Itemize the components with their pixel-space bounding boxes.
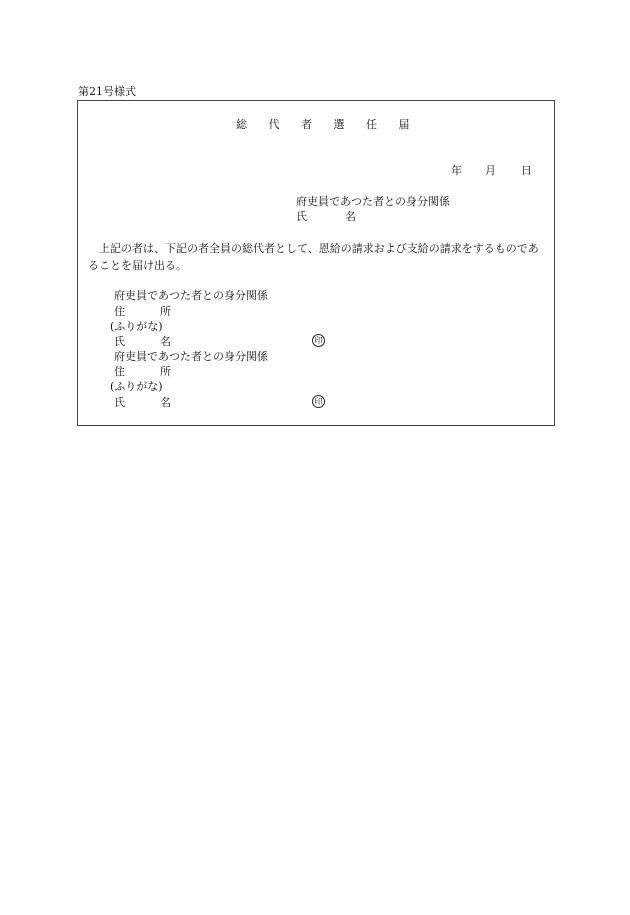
person-1-furigana-label: (ふりがな) <box>110 320 163 333</box>
date-month-label: 月 <box>485 164 496 177</box>
date-day-label: 日 <box>521 164 532 177</box>
person-1-address-label-1: 住 <box>114 305 125 318</box>
form-number: 第21号様式 <box>78 85 136 98</box>
person-1-address-label-2: 所 <box>160 305 171 318</box>
submitter-name-label-2: 名 <box>345 210 356 223</box>
date-year-label: 年 <box>451 164 462 177</box>
form-title: 総 代 者 選 任 届 <box>236 118 412 131</box>
person-2-name-label-1: 氏 <box>114 396 125 409</box>
person-1-relation-label: 府吏員であつた者との身分関係 <box>114 289 268 302</box>
person-2-name-label-2: 名 <box>160 396 171 409</box>
person-2-address-label-2: 所 <box>160 365 171 378</box>
person-1-name-label-2: 名 <box>160 335 171 348</box>
person-2-furigana-label: (ふりがな) <box>110 380 163 393</box>
submitter-name-label-1: 氏 <box>296 210 307 223</box>
declaration-text: 上記の者は、下記の者全員の総代者として、恩給の請求および支給の請求をするものであることを届け出る。 <box>88 242 539 272</box>
person-2-address-label-1: 住 <box>114 365 125 378</box>
submitter-relation-label: 府吏員であつた者との身分関係 <box>296 195 450 208</box>
person-1-name-label-1: 氏 <box>114 335 125 348</box>
person-1-seal-icon: 印 <box>312 334 325 347</box>
person-2-seal-icon: 印 <box>312 395 325 408</box>
person-2-relation-label: 府吏員であつた者との身分関係 <box>114 350 268 363</box>
